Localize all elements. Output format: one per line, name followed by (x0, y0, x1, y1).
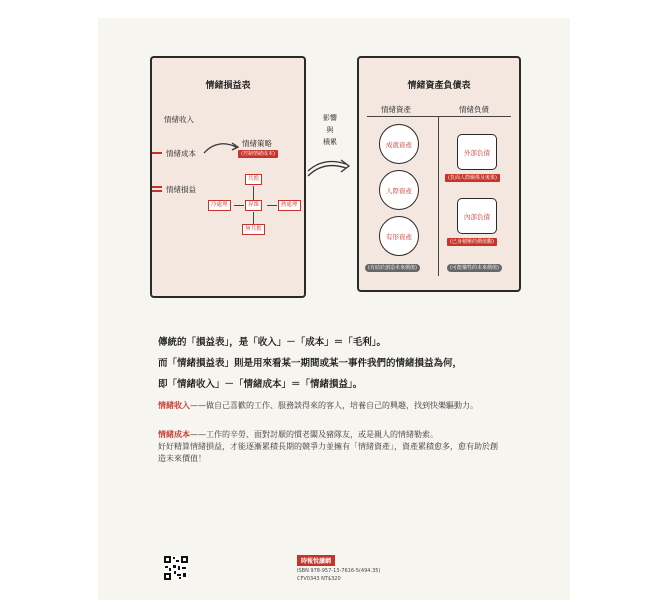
connector (253, 212, 254, 224)
shared-burden-box: 共擔 (245, 174, 262, 185)
liability-note: (可能犧牲的未來價值) (447, 264, 502, 272)
emotional-income-label: 情緒收入 (164, 115, 194, 124)
hot-handling-box: 熱處理 (278, 200, 301, 211)
emotional-balance-sheet-card (357, 56, 521, 292)
price-code-text: CFV0343 NT$320 (297, 576, 341, 582)
elevation-box: 昇維 (245, 200, 262, 211)
strategy-badge: (控制情緒成本) (238, 150, 278, 158)
internal-liability-badge: (已身積壓的價值觀) (447, 238, 497, 246)
card-title: 情緒資產負債表 (407, 81, 471, 91)
connector (253, 186, 254, 200)
intro-line-1: 傳統的「損益表」，是「收入」－「成本」＝「毛利」。 (158, 337, 387, 348)
connector (267, 205, 277, 206)
liabilities-column-header: 情緒負債 (459, 105, 489, 114)
no-shared-burden-box: 無共擔 (242, 224, 265, 235)
curved-arrow-icon (202, 140, 242, 156)
emotional-cost-label: 情緒成本 (166, 149, 196, 158)
income-description: ——做自己喜歡的工作、服務談得來的客人，培養自己的興趣，找到快樂驅動力。 (190, 401, 478, 410)
cost-paragraph (158, 429, 503, 441)
tangible-asset-circle: 有形資產 (379, 216, 419, 256)
isbn-text: ISBN 978-957-13-7616-5(494.35) (297, 568, 381, 574)
external-liability-box: 外部負債 (457, 134, 497, 170)
pl-dash-2 (152, 190, 162, 192)
column-divider (438, 116, 439, 276)
pl-dash-1 (152, 186, 162, 188)
influence-accumulation-label (316, 112, 344, 148)
interpersonal-asset-circle: 人際資產 (379, 170, 419, 210)
qr-code-icon (164, 556, 188, 580)
publisher-logo: 時報悅讀網 (297, 555, 335, 566)
assets-column-header: 情緒資產 (381, 105, 411, 114)
influence-text: 影響 (323, 114, 337, 122)
cold-handling-box: 冷處理 (208, 200, 231, 211)
external-liability-badge: (負面人際關係及後果) (445, 174, 500, 182)
asset-note: (有助於創造未來價值) (365, 264, 420, 272)
cost-term: 情緒成本 (158, 430, 190, 439)
connector (234, 205, 244, 206)
intro-line-3: 即「情緒收入」－「情緒成本」＝「情緒損益」。 (158, 379, 363, 390)
income-term: 情緒收入 (158, 401, 190, 410)
cost-description: ——工作的辛勞、面對討厭的慣老闆及豬隊友，或是親人的情緒勒索。 (190, 430, 438, 439)
emotional-pl-label: 情緒損益 (166, 185, 196, 194)
emotional-income-statement-card (150, 56, 306, 298)
closing-paragraph: 好好精算情緒損益，才能逐漸累積長期的競爭力並擁有「情緒資產」，資產累積愈多，愈有助於創造未來價值！ (158, 442, 498, 463)
accumulation-text: 積累 (323, 138, 337, 146)
double-arrow-icon (306, 158, 352, 180)
card-title: 情緒損益表 (205, 81, 251, 91)
and-text: 與 (326, 126, 334, 134)
internal-liability-box: 內部負債 (457, 198, 497, 234)
intro-line-2: 而「情緒損益表」則是用來看某一期間或某一事件我們的情緒損益為何， (158, 358, 463, 369)
cost-dash (152, 152, 162, 154)
income-paragraph (158, 400, 503, 412)
achievement-asset-circle: 成就資產 (379, 124, 419, 164)
emotional-strategy-label: 情緒策略 (242, 139, 272, 148)
